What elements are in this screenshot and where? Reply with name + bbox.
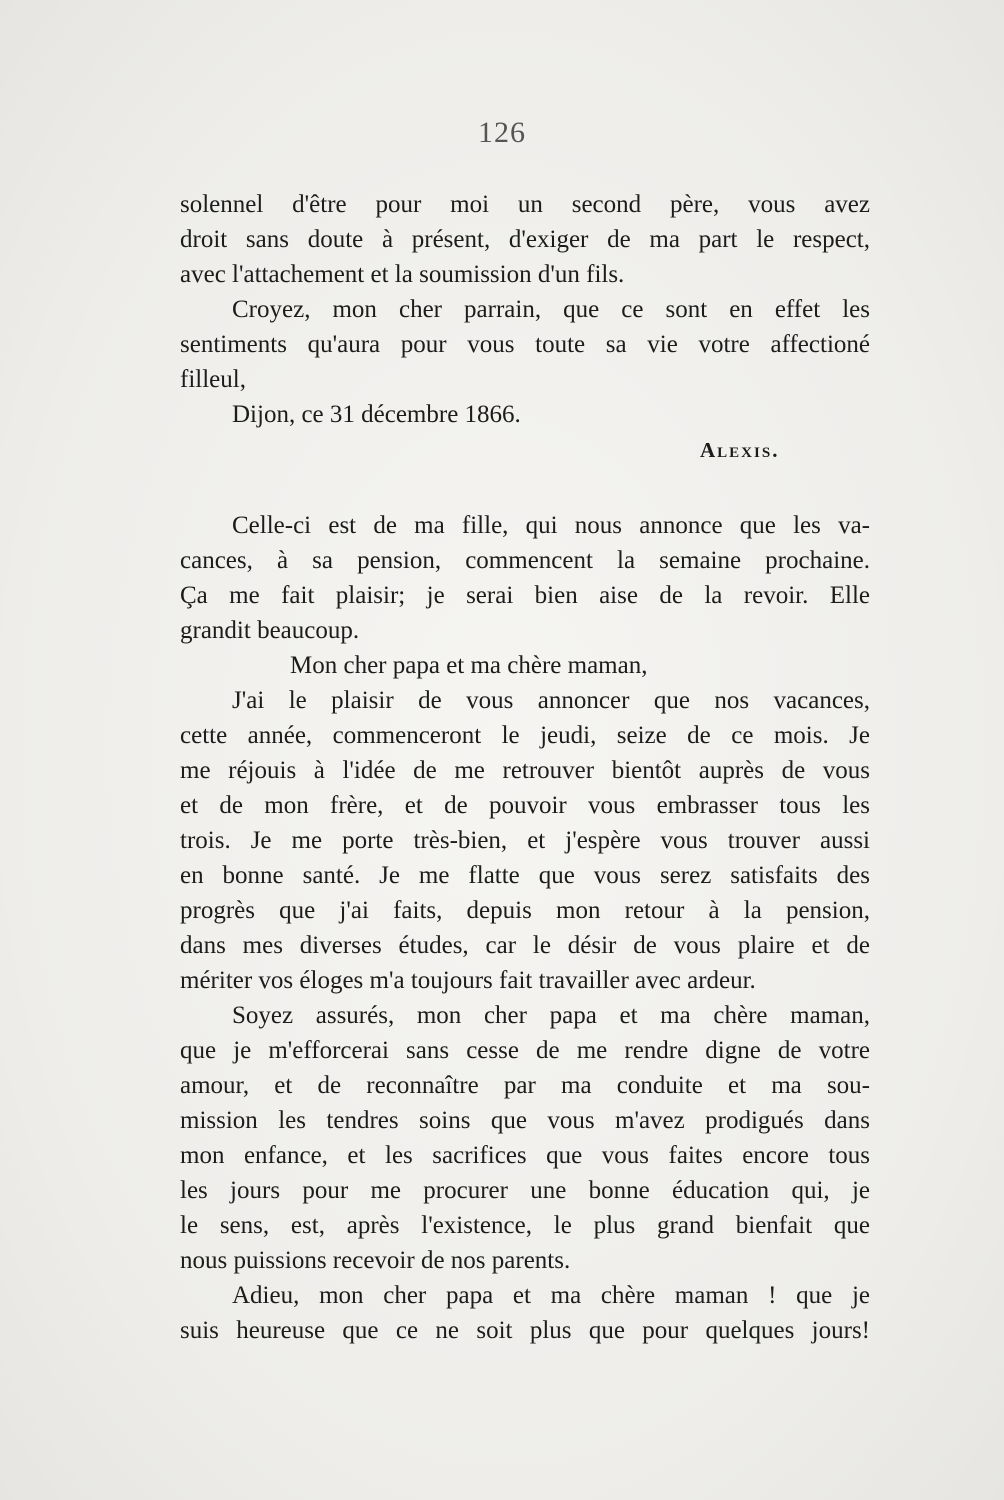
- page-number: 126: [478, 116, 526, 149]
- signature-alexis: Alexis.: [700, 438, 780, 462]
- date-line: Dijon, ce 31 décembre 1866.: [232, 401, 521, 428]
- text-line: et de mon frère, et de pouvoir vous embrasser tous les: [180, 792, 870, 819]
- text-line: solennel d'être pour moi un second père, vous avez: [180, 191, 870, 218]
- salutation: Mon cher papa et ma chère maman,: [290, 652, 648, 679]
- text-line: cances, à sa pension, commencent la semaine prochaine.: [180, 547, 870, 574]
- text-line: progrès que j'ai faits, depuis mon retour à la pension,: [180, 897, 870, 924]
- text-line: Croyez, mon cher parrain, que ce sont en effet les: [232, 296, 870, 323]
- letter-alexis: [180, 187, 870, 432]
- text-line: cette année, commenceront le jeudi, seize de ce mois. Je: [180, 722, 870, 749]
- text-line: mériter vos éloges m'a toujours fait travailler avec ardeur.: [180, 967, 756, 994]
- text-line: sentiments qu'aura pour vous toute sa vie votre affectioné: [180, 331, 870, 358]
- text-line: avec l'attachement et la soumission d'un fils.: [180, 261, 625, 288]
- text-line: mon enfance, et les sacrifices que vous faites encore tous: [180, 1142, 870, 1169]
- text-line: mission les tendres soins que vous m'avez prodigués dans: [180, 1107, 870, 1134]
- text-line: suis heureuse que ce ne soit plus que pour quelques jours!: [180, 1317, 870, 1344]
- text-line: grandit beaucoup.: [180, 617, 360, 644]
- text-line: nous puissions recevoir de nos parents.: [180, 1247, 571, 1274]
- text-line: Adieu, mon cher papa et ma chère maman ! que je: [232, 1282, 870, 1309]
- text-line: me réjouis à l'idée de me retrouver bientôt auprès de vous: [180, 757, 870, 784]
- text-line: J'ai le plaisir de vous annoncer que nos vacances,: [232, 687, 870, 714]
- text-line: droit sans doute à présent, d'exiger de ma part le respect,: [180, 226, 870, 253]
- intro-paragraph: [180, 508, 870, 648]
- text-line: amour, et de reconnaître par ma conduite et ma sou-: [180, 1072, 870, 1099]
- text-line: Soyez assurés, mon cher papa et ma chère maman,: [232, 1002, 870, 1029]
- text-line: dans mes diverses études, car le désir de vous plaire et de: [180, 932, 870, 959]
- letter-daughter: [180, 648, 870, 1348]
- text-line: trois. Je me porte très-bien, et j'espère vous trouver aussi: [180, 827, 870, 854]
- text-line: Ça me fait plaisir; je serai bien aise de la revoir. Elle: [180, 582, 870, 609]
- text-line: en bonne santé. Je me flatte que vous serez satisfaits des: [180, 862, 870, 889]
- text-line: Celle-ci est de ma fille, qui nous annonce que les va-: [232, 512, 870, 539]
- text-line: filleul,: [180, 366, 246, 393]
- text-line: les jours pour me procurer une bonne éducation qui, je: [180, 1177, 870, 1204]
- text-line: que je m'efforcerai sans cesse de me rendre digne de votre: [180, 1037, 870, 1064]
- text-line: le sens, est, après l'existence, le plus grand bienfait que: [180, 1212, 870, 1239]
